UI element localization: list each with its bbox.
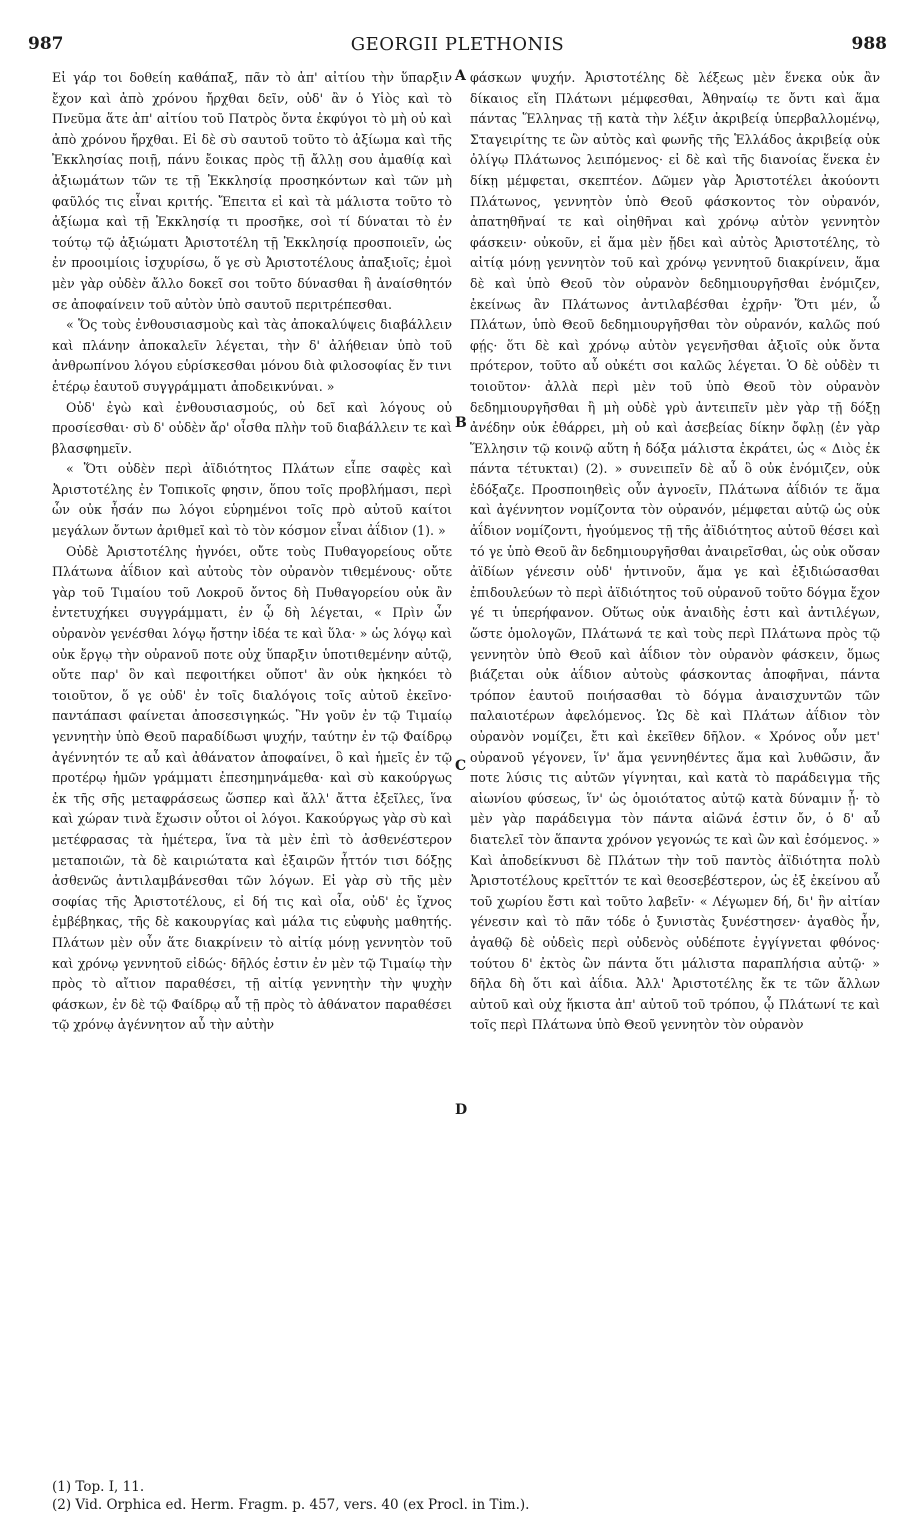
left-paragraph-4: « Ὅτι οὐδὲν περὶ ἀϊδιότητος Πλάτων εἶπε σαφὲς καὶ Ἀριστοτέλης ἐν Τοπικοῖς φησιν, ὅπου τοῖς προβλήμασι, περὶ ὧν οὐκ ἦσάν πω λόγοι εὑρημένοι τοῖς πρὸ αὐτοῦ καίτοι μεγάλων ὄντων ἀριθμεῖ καὶ τὸ τὸν κόσμον εἶναι ἀΐδιον (1). » [52,461,452,539]
margin-letter-c: C [455,758,467,774]
left-column [52,68,452,1036]
left-paragraph-3: Οὐδ' ἐγὼ καὶ ἐνθουσιασμούς, οὐ δεῖ καὶ λόγους οὐ προσίεσθαι· σὺ δ' οὐδὲν ἄρ' οἶσθα πλὴν τοῦ διαβάλλειν τε καὶ βλασφημεῖν. [52,399,452,456]
margin-letter-a: A [455,68,466,84]
footnote-2: (2) Vid. Orphica ed. Herm. Fragm. p. 457, vers. 40 (ex Procl. in Tim.). [52,1497,530,1513]
footnote-1: (1) Top. I, 11. [52,1479,145,1495]
right-column [470,68,880,1036]
page-header [28,34,887,62]
running-title: GEORGII PLETHONIS [350,34,565,55]
left-paragraph-2: « Ὅς τοὺς ἐνθουσιασμοὺς καὶ τὰς ἀποκαλύψεις διαβάλλειν καὶ πλάνην ἀποκαλεῖν λέγεται, τὴν δ' ἀλήθειαν ὑπὸ τοῦ ἀνθρωπίνου λόγου εὑρίσκεσθαι μόνου διὰ φιλοσοφίας ἔν τινι ἑτέρῳ ἑαυτοῦ συγγράμματι ἀποδεικνύναι. » [52,317,452,394]
footnotes [52,1478,872,1514]
left-paragraph-5: Οὐδὲ Ἀριστοτέλης ἠγνόει, οὔτε τοὺς Πυθαγορείους οὔτε Πλάτωνα ἀΐδιον καὶ αὐτοὺς τὸν οὐρανὸν τιθεμένους· οὔτε γὰρ τοῦ Τιμαίου τοῦ Λοκροῦ ὄντος δὴ Πυθαγορείου οὐκ ἂν ἐντετυχήκει συγγράμματι, ἐν ᾧ δὴ λέγεται, « Πρὶν ὦν οὐρανὸν γενέσθαι λόγῳ ἤστην ἰδέα τε καὶ ὕλα· » ὡς λόγῳ καὶ οὐκ ἔργῳ τὴν οὐρανοῦ ποτε οὐχ ὕπαρξιν ὑποτιθεμένην αὐτῷ, οὔτε παρ' ὃν καὶ πεφοιτήκει οὔποτ' ἂν οὐκ ἠκηκόει τὸ τοιοῦτον, ὅ γε οὐδ' ἐν τοῖς διαλόγοις τοῖς αὐτοῦ ἐκεῖνο· παντάπασι φαίνεται ἀποσεσιγηκώς. Ἣν γοῦν ἐν τῷ Τιμαίῳ γεννητὴν ὑπὸ Θεοῦ παραδίδωσι ψυχήν, ταύτην ἐν τῷ Φαίδρῳ ἀγέννητόν τε αὖ καὶ ἀθάνατον ἀποφαίνει, ὃ καὶ ἡμεῖς ἐν τῷ προτέρῳ ἡμῶν γράμματι ἐπεσημηνάμεθα· καὶ σὺ κακούργως ἐκ τῆς σῆς μεταφράσεως ὥσπερ καὶ ἄλλ' ἄττα ἐξεῖλες, ἵνα καὶ χώραν τινὰ ἔχωσιν οὗτοι οἱ λόγοι. Κακούργως γὰρ σὺ καὶ μετέφρασας τὰ ἡμέτερα, ἵνα τὰ μὲν ἐπὶ τὸ ἀσθενέστερον μεταποιῶν, τὰ δὲ καιριώτατα καὶ ἐξαιρῶν ἧττόν τισι δόξῃς ἀσθενῶς ἀντιλαμβάνεσθαι τῶν λόγων. Εἰ γὰρ σὺ τῆς μὲν σοφίας τῆς Ἀριστοτέλους, εἰ δή τις καὶ οἷα, οὐδ' ἐς ἴχνος ἐμβέβηκας, τῆς δὲ κακουργίας καὶ μάλα τις εὐφυὴς μαθητής. Πλάτων μὲν οὖν ἅτε διακρίνειν τὸ αἰτίᾳ μόνῃ γεννητὸν τοῦ καὶ χρόνῳ γεννητοῦ εἰδώς· δῆλός ἐστιν ἐν μὲν τῷ Τιμαίῳ τὴν πρὸς τὸ αἴτιον παραθέσει, τῇ αἰτίᾳ γεννητὴν τὴν ψυχὴν φάσκων, ἐν δὲ τῷ Φαίδρῳ αὖ τῇ πρὸς τὸ ἀθάνατον παραθέσει τῷ χρόνῳ ἀγέννητον αὖ τὴν αὐτὴν [52,543,452,1033]
left-paragraph-1: Εἰ γάρ τοι δοθείη καθάπαξ, πᾶν τὸ ἀπ' αἰτίου τὴν ὕπαρξιν ἔχον καὶ ἀπὸ χρόνου ἤρχθαι δεῖν, οὐδ' ἂν ὁ Υἱὸς καὶ τὸ Πνεῦμα ἅτε ἀπ' αἰτίου τοῦ Πατρὸς ὄντα ἐκφύγοι τὸ μὴ οὐ καὶ ἀπὸ χρόνου ἤρχθαι. Εἰ δὲ σὺ σαυτοῦ τοῦτο τὸ ἀξίωμα καὶ τῆς Ἐκκλησίας ποιῇ, πάνυ ἔοικας πρὸς τῇ ἄλλῃ σου ἀμαθίᾳ καὶ ἀξιωμάτων τῶν τε τῇ Ἐκκλησίᾳ προσηκόντων καὶ τῶν μὴ φαῦλός τις εἶναι κριτής. Ἔπειτα εἰ καὶ τὰ μάλιστα τοῦτο τὸ ἀξίωμα καὶ τῇ Ἐκκλησίᾳ τι προσῆκε, σοὶ τί δύναται τὸ ἐν τούτῳ τῷ ἀξιώματι Ἀριστοτέλη τῇ Ἐκκλησίᾳ προσποιεῖν, ὡς ἐν προοιμίοις ἰσχυρίσω, ὅ γε σὺ Ἀριστοτέλους ἀπαξιοῖς; ἐμοὶ μὲν γὰρ οὐδὲν ἄλλο δοκεῖ σοι τοῦτο δύνασθαι ἢ ἀναίσθητόν σε ἀποφαίνειν τοῦ αὐτὸν ὑπὸ σαυτοῦ περιτρέπεσθαι. [52,70,452,312]
right-paragraph-1: φάσκων ψυχήν. Ἀριστοτέλης δὲ λέξεως μὲν ἕνεκα οὐκ ἂν δίκαιος εἴη Πλάτωνι μέμφεσθαι, Ἀθηναίῳ τε ὄντι καὶ ἅμα πάντας Ἕλληνας τῇ κατὰ τὴν λέξιν ἀκριβείᾳ ὑπερβαλλομένῳ, Σταγειρίτης τε ὢν αὐτὸς καὶ φωνῆς τῆς Ἑλλάδος ἀκριβείᾳ οὐκ ὀλίγῳ Πλάτωνος λειπόμενος· εἰ δὲ καὶ τῆς διανοίας ἕνεκα ἐν δίκῃ μέμφεται, σκεπτέον. Δῶμεν γὰρ Ἀριστοτέλει ἀκούοντι Πλάτωνος, γεννητὸν ὑπὸ Θεοῦ φάσκοντος τὸν οὐρανόν, ἀπατηθῆναί τε καὶ οἰηθῆναι καὶ χρόνῳ αὐτὸν γεννητὸν φάσκειν· οὐκοῦν, εἰ ἅμα μὲν ᾔδει καὶ αὐτὸς Ἀριστοτέλης, τὸ αἰτίᾳ μόνῃ γεννητὸν τοῦ καὶ χρόνῳ γεννητοῦ διακρίνειν, ἅμα δὲ καὶ ὑπὸ Θεοῦ τὸν οὐρανὸν δεδημιουργῆσθαι ἐνόμιζεν, ἐκείνως ἂν Πλάτωνος ἀντιλαβέσθαι ἐχρῆν· Ὅτι μέν, ὦ Πλάτων, ὑπὸ Θεοῦ δεδημιουργῆσθαι τὸν οὐρανόν, καλῶς πού φῄς· ὅτι δὲ καὶ χρόνῳ αὐτὸν γεγενῆσθαι ἀξιοῖς οὐκ ὄντα πρότερον, τοῦτο αὖ οὐκέτι σοι καλῶς λέγεται. Ὁ δὲ οὐδὲν τι τοιοῦτον· ἀλλὰ περὶ μὲν τοῦ ὑπὸ Θεοῦ τὸν οὐρανὸν δεδημιουργῆσθαι ἢ μὴ οὐδὲ γρὺ ἀντειπεῖν μὲν γὰρ τῇ δόξῃ ἀνέδην οὐκ ἐθάρρει, μὴ οὐ καὶ ἀσεβείας δίκην ὄφλῃ (ἐν γὰρ Ἕλλησιν τῷ κοινῷ αὕτη ἡ δόξα μάλιστα ἐκράτει, ὡς « Διὸς ἐκ πάντα τέτυκται) (2). » συνειπεῖν δὲ αὖ ὃ οὐκ ἐνόμιζεν, οὐκ ἐδόξαζε. Προσποιηθεὶς οὖν ἀγνοεῖν, Πλάτωνα ἀΐδιόν τε ἅμα καὶ ἀγέννητον νομίζοντα τὸν οὐρανόν, μέμφεται αὐτῷ ὡς οὐκ ἀΐδιον νομίζοντι, ἡγούμενος τῇ τῆς ἀϊδιότητος αὐτοῦ θέσει καὶ τό γε ὑπὸ Θεοῦ ἂν δεδημιουργῆσθαι ἀναιρεῖσθαι, ὡς οὐκ οὔσαν ἀϊδίων γένεσιν οὐδ' ἡντινοῦν, ἅμα γε καὶ ἐξιδιώσασθαι ἐπιδουλεύων τὸ περὶ ἀϊδιότητος τοῦ οὐρανοῦ τοῦτο δόγμα ἔχον γέ τι ὑπερήφανον. Οὕτως οὐκ ἀναιδὴς ἐστι καὶ ἀντιλέγων, ὥστε ὁμολογῶν, Πλάτωνά τε καὶ τοὺς περὶ Πλάτωνα πρὸς τῷ γεννητὸν ὑπὸ Θεοῦ καὶ ἀΐδιον τὸν οὐρανὸν φάσκειν, ὅμως βιάζεται οὐκ ἀΐδιον αὐτοὺς φάσκοντας ἀποφῆναι, πάντα τρόπον ἑαυτοῦ ποιήσασθαι τὸ δόγμα ἀναισχυντῶν τῶν παλαιοτέρων ἀφελόμενος. Ὡς δὲ καὶ Πλάτων ἀΐδιον τὸν οὐρανὸν νομίζει, ἔτι καὶ ἐκεῖθεν δῆλον. « Χρόνος οὖν μετ' οὐρανοῦ γέγονεν, ἵν' ἅμα γεννηθέντες ἅμα καὶ λυθῶσιν, ἄν ποτε λύσις τις αὐτῶν γίγνηται, καὶ κατὰ τὸ παράδειγμα τῆς αἰωνίου φύσεως, ἵν' ὡς ὁμοιότατος αὐτῷ κατὰ δύναμιν ᾖ· τὸ μὲν γὰρ παράδειγμα τὸν πάντα αἰῶνά ἐστιν ὄν, ὁ δ' αὖ διατελεῖ τὸν ἅπαντα χρόνον γεγονώς τε καὶ ὢν καὶ ἐσόμενος. » Καὶ ἀποδείκνυσι δὲ Πλάτων τὴν τοῦ παντὸς ἀϊδιότητα πολὺ Ἀριστοτέλους κρεῖττόν τε καὶ θεοσεβέστερον, ὡς ἐξ ἐκείνου αὖ τοῦ χωρίου ἔστι καὶ τοῦτο λαβεῖν· « Λέγωμεν δή, δι' ἣν αἰτίαν γένεσιν καὶ τὸ πᾶν τόδε ὁ ξυνιστὰς ξυνέστησεν· ἀγαθὸς ἦν, ἀγαθῷ δὲ οὐδεὶς περὶ οὐδενὸς οὐδέποτε ἐγγίγνεται φθόνος· τούτου δ' ἐκτὸς ὢν πάντα ὅτι μάλιστα παραπλήσια αὐτῷ· » δῆλα δὴ ὅτι καὶ ἀΐδια. Ἀλλ' Ἀριστοτέλης ἔκ τε τῶν ἄλλων αὐτοῦ καὶ οὐχ ἥκιστα ἀπ' αὐτοῦ τοῦ τρόπου, ᾧ Πλάτωνί τε καὶ τοῖς περὶ Πλάτωνα ὑπὸ Θεοῦ γεννητὸν τὸν οὐρανὸν [470,70,880,1033]
margin-letter-d: D [455,1102,468,1118]
margin-letter-b: B [455,415,467,431]
right-page-number: 988 [851,34,887,54]
left-page-number: 987 [28,34,64,54]
